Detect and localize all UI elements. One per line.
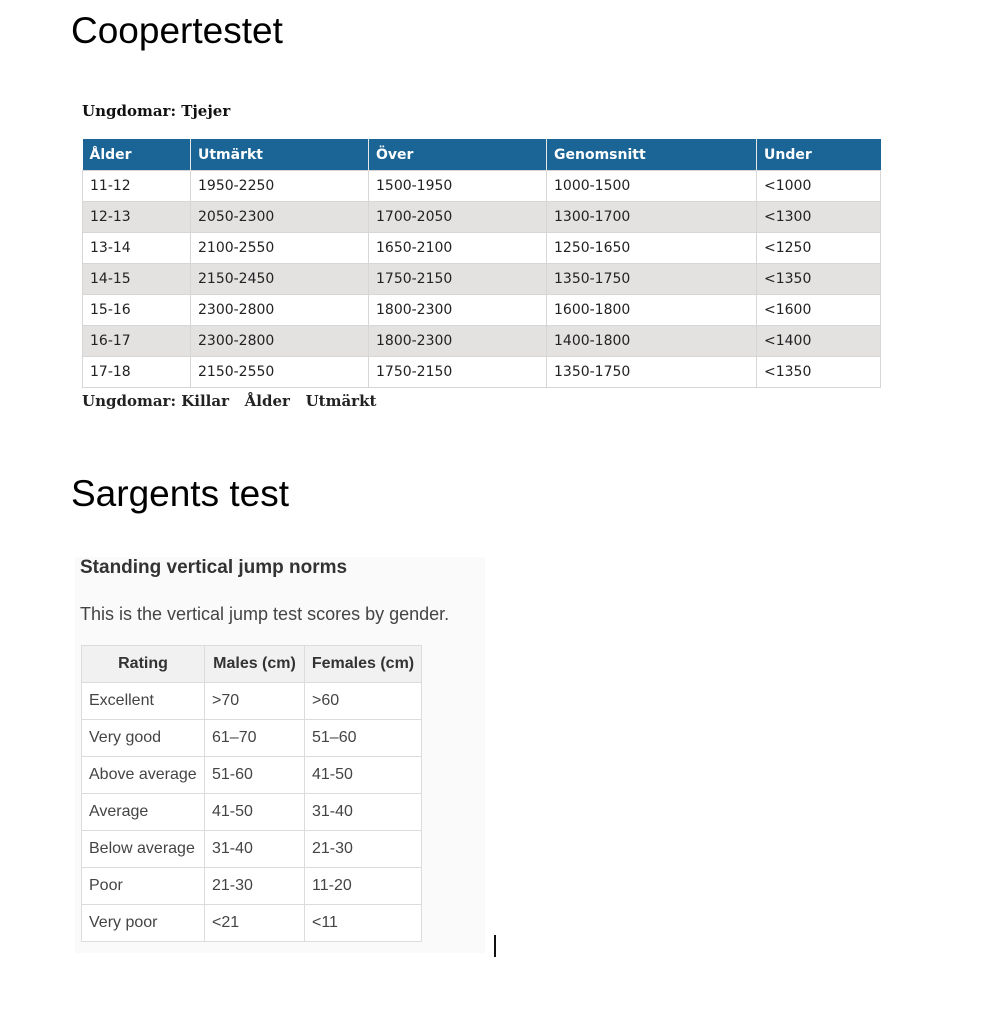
table-cell: 1950-2250 <box>191 171 369 202</box>
table-cell: 1800-2300 <box>369 326 547 357</box>
table-cell: <11 <box>305 905 422 942</box>
table-row <box>83 264 881 295</box>
table-cell: 1000-1500 <box>547 171 757 202</box>
table-row <box>83 295 881 326</box>
table-cell: Poor <box>82 868 205 905</box>
cooper-header-excellent: Utmärkt <box>191 139 369 171</box>
table-cell: 11-12 <box>83 171 191 202</box>
table-cell: <1350 <box>757 264 881 295</box>
table-cell: <1600 <box>757 295 881 326</box>
vertical-jump-table <box>81 645 422 942</box>
table-cell: Below average <box>82 831 205 868</box>
table-cell: Very poor <box>82 905 205 942</box>
cooper-header-below: Under <box>757 139 881 171</box>
table-row <box>82 831 422 868</box>
table-cell: <1300 <box>757 202 881 233</box>
table-cell: 2100-2550 <box>191 233 369 264</box>
table-cell: Above average <box>82 757 205 794</box>
table-cell: 13-14 <box>83 233 191 264</box>
cooper-header-row <box>83 139 881 171</box>
table-cell: 2300-2800 <box>191 326 369 357</box>
table-cell: 1350-1750 <box>547 264 757 295</box>
cropped-text-fragment: Ungdomar: Killar Ålder Utmärkt <box>82 392 377 410</box>
table-cell: 15-16 <box>83 295 191 326</box>
vertical-jump-norms-card <box>75 557 485 953</box>
table-row <box>82 868 422 905</box>
table-cell: 31-40 <box>205 831 305 868</box>
table-row <box>82 720 422 757</box>
table-cell: 1250-1650 <box>547 233 757 264</box>
table-cell: <1000 <box>757 171 881 202</box>
cooper-test-heading: Coopertestet <box>71 10 283 51</box>
table-cell: 17-18 <box>83 357 191 388</box>
table-cell: 31-40 <box>305 794 422 831</box>
sargent-test-heading: Sargents test <box>71 473 290 514</box>
sargent-header-females: Females (cm) <box>305 646 422 683</box>
table-cell: 51-60 <box>205 757 305 794</box>
table-row <box>83 202 881 233</box>
table-cell: 2050-2300 <box>191 202 369 233</box>
table-cell: Excellent <box>82 683 205 720</box>
table-cell: 2300-2800 <box>191 295 369 326</box>
table-row <box>82 683 422 720</box>
table-cell: <1400 <box>757 326 881 357</box>
table-cell: Very good <box>82 720 205 757</box>
table-cell: 1500-1950 <box>369 171 547 202</box>
table-cell: 1800-2300 <box>369 295 547 326</box>
table-cell: 61–70 <box>205 720 305 757</box>
table-row <box>82 794 422 831</box>
table-cell: Average <box>82 794 205 831</box>
cooper-header-age: Ålder <box>83 139 191 171</box>
table-cell: 1400-1800 <box>547 326 757 357</box>
table-cell: 1700-2050 <box>369 202 547 233</box>
cooper-test-table <box>82 139 881 388</box>
table-cell: 1750-2150 <box>369 264 547 295</box>
table-cell: 2150-2550 <box>191 357 369 388</box>
table-cell: 21-30 <box>205 868 305 905</box>
table-cell: 1350-1750 <box>547 357 757 388</box>
table-cell: 41-50 <box>305 757 422 794</box>
table-cell: 11-20 <box>305 868 422 905</box>
card-title: Standing vertical jump norms <box>80 557 348 578</box>
cooper-header-above: Över <box>369 139 547 171</box>
sargent-header-row <box>82 646 422 683</box>
table-cell: 1300-1700 <box>547 202 757 233</box>
table-cell: <1250 <box>757 233 881 264</box>
table-row <box>83 326 881 357</box>
table-row <box>82 757 422 794</box>
table-cell: 1750-2150 <box>369 357 547 388</box>
cooper-table-subtitle: Ungdomar: Tjejer <box>82 102 231 120</box>
table-cell: 14-15 <box>83 264 191 295</box>
table-row <box>83 171 881 202</box>
text-cursor[interactable] <box>494 935 496 957</box>
table-cell: 1650-2100 <box>369 233 547 264</box>
table-cell: 41-50 <box>205 794 305 831</box>
sargent-header-rating: Rating <box>82 646 205 683</box>
card-description: This is the vertical jump test scores by gender. <box>80 604 450 624</box>
table-cell: 12-13 <box>83 202 191 233</box>
table-row <box>82 905 422 942</box>
table-cell: >70 <box>205 683 305 720</box>
table-cell: <1350 <box>757 357 881 388</box>
table-row <box>83 357 881 388</box>
table-cell: >60 <box>305 683 422 720</box>
table-cell: 1600-1800 <box>547 295 757 326</box>
cooper-header-average: Genomsnitt <box>547 139 757 171</box>
table-row <box>83 233 881 264</box>
sargent-header-males: Males (cm) <box>205 646 305 683</box>
table-cell: 2150-2450 <box>191 264 369 295</box>
table-cell: <21 <box>205 905 305 942</box>
table-cell: 16-17 <box>83 326 191 357</box>
table-cell: 51–60 <box>305 720 422 757</box>
table-cell: 21-30 <box>305 831 422 868</box>
